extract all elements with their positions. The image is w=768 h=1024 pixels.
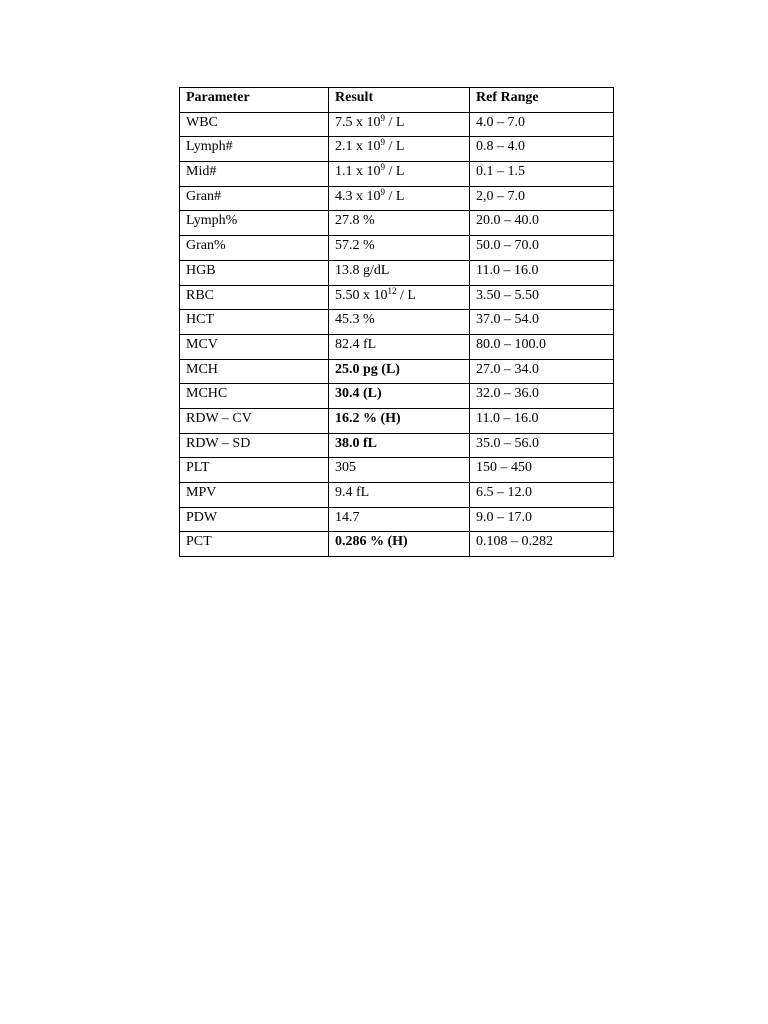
ref-range-cell: 0.1 – 1.5 <box>470 162 614 187</box>
result-cell <box>329 211 470 236</box>
parameter-cell: Gran% <box>180 236 329 261</box>
result-value: 0.286 % (H) <box>335 534 408 550</box>
table-row <box>180 408 614 433</box>
result-unit: / L <box>385 188 405 204</box>
ref-range-cell: 0.108 – 0.282 <box>470 532 614 557</box>
result-cell <box>329 236 470 261</box>
lab-results-table <box>179 87 614 557</box>
ref-range-cell: 9.0 – 17.0 <box>470 507 614 532</box>
parameter-cell: Lymph# <box>180 137 329 162</box>
result-cell <box>329 112 470 137</box>
table-body <box>180 112 614 556</box>
ref-range-cell: 20.0 – 40.0 <box>470 211 614 236</box>
result-cell <box>329 137 470 162</box>
ref-range-cell: 11.0 – 16.0 <box>470 408 614 433</box>
table-header-row <box>180 88 614 113</box>
result-cell <box>329 507 470 532</box>
result-cell <box>329 285 470 310</box>
table-row <box>180 236 614 261</box>
ref-range-cell: 27.0 – 34.0 <box>470 359 614 384</box>
result-cell <box>329 260 470 285</box>
result-exponent: 12 <box>387 285 397 296</box>
parameter-cell: RBC <box>180 285 329 310</box>
table-row <box>180 260 614 285</box>
result-value: 16.2 % (H) <box>335 410 401 426</box>
ref-range-cell: 50.0 – 70.0 <box>470 236 614 261</box>
parameter-cell: WBC <box>180 112 329 137</box>
result-unit: / L <box>385 139 405 155</box>
result-cell <box>329 483 470 508</box>
parameter-cell: PLT <box>180 458 329 483</box>
result-cell <box>329 186 470 211</box>
parameter-cell: HCT <box>180 310 329 335</box>
table-row <box>180 507 614 532</box>
result-exponent: 9 <box>380 112 385 123</box>
table-row <box>180 137 614 162</box>
parameter-cell: MCV <box>180 334 329 359</box>
result-unit: / L <box>385 114 405 130</box>
result-value: 9.4 fL <box>335 485 370 500</box>
parameter-cell: Gran# <box>180 186 329 211</box>
result-unit: / L <box>396 287 416 303</box>
result-exponent: 9 <box>380 162 385 173</box>
result-value: 305 <box>335 460 356 476</box>
result-cell <box>329 458 470 483</box>
ref-range-cell: 3.50 – 5.50 <box>470 285 614 310</box>
table-row <box>180 458 614 483</box>
result-cell <box>329 359 470 384</box>
table-row <box>180 162 614 187</box>
ref-range-cell: 0.8 – 4.0 <box>470 137 614 162</box>
result-value: 2.1 x 10 <box>335 139 381 155</box>
table-row <box>180 112 614 137</box>
result-cell <box>329 384 470 409</box>
result-value: 27.8 % <box>335 213 375 229</box>
result-value: 57.2 % <box>335 238 375 254</box>
ref-range-cell: 32.0 – 36.0 <box>470 384 614 409</box>
result-cell <box>329 310 470 335</box>
table-row <box>180 532 614 557</box>
result-value: 14.7 <box>335 509 360 525</box>
ref-range-cell: 6.5 – 12.0 <box>470 483 614 508</box>
parameter-cell: MCH <box>180 359 329 384</box>
result-value: 30.4 (L) <box>335 386 382 402</box>
result-value: 45.3 % <box>335 312 375 328</box>
result-value: 38.0 fL <box>335 435 377 451</box>
parameter-cell: Mid# <box>180 162 329 187</box>
result-cell <box>329 162 470 187</box>
ref-range-cell: 37.0 – 54.0 <box>470 310 614 335</box>
table-row <box>180 285 614 310</box>
result-exponent: 9 <box>380 137 385 148</box>
parameter-cell: MCHC <box>180 384 329 409</box>
ref-range-cell: 11.0 – 16.0 <box>470 260 614 285</box>
header-ref-range: Ref Range <box>470 88 614 113</box>
result-cell <box>329 433 470 458</box>
parameter-cell: HGB <box>180 260 329 285</box>
result-cell <box>329 334 470 359</box>
ref-range-cell: 4.0 – 7.0 <box>470 112 614 137</box>
header-result: Result <box>329 88 470 113</box>
table-row <box>180 433 614 458</box>
parameter-cell: PCT <box>180 532 329 557</box>
result-exponent: 9 <box>380 186 385 197</box>
header-parameter: Parameter <box>180 88 329 113</box>
ref-range-cell: 35.0 – 56.0 <box>470 433 614 458</box>
result-value: 5.50 x 10 <box>335 287 388 303</box>
table-row <box>180 186 614 211</box>
parameter-cell: RDW – SD <box>180 433 329 458</box>
table-row <box>180 334 614 359</box>
table-row <box>180 384 614 409</box>
parameter-cell: MPV <box>180 483 329 508</box>
result-value: 1.1 x 10 <box>335 164 381 180</box>
result-cell <box>329 408 470 433</box>
ref-range-cell: 150 – 450 <box>470 458 614 483</box>
result-value: 25.0 pg (L) <box>335 361 400 377</box>
ref-range-cell: 2,0 – 7.0 <box>470 186 614 211</box>
result-cell <box>329 532 470 557</box>
result-value: 7.5 x 10 <box>335 114 381 130</box>
table-row <box>180 310 614 335</box>
parameter-cell: RDW – CV <box>180 408 329 433</box>
table-row <box>180 359 614 384</box>
result-value: 13.8 g/dL <box>335 262 390 278</box>
ref-range-cell: 80.0 – 100.0 <box>470 334 614 359</box>
parameter-cell: Lymph% <box>180 211 329 236</box>
table-row <box>180 211 614 236</box>
result-unit: / L <box>385 164 405 180</box>
parameter-cell: PDW <box>180 507 329 532</box>
result-value: 82.4 fL <box>335 336 377 352</box>
table-row <box>180 483 614 508</box>
result-value: 4.3 x 10 <box>335 188 381 204</box>
